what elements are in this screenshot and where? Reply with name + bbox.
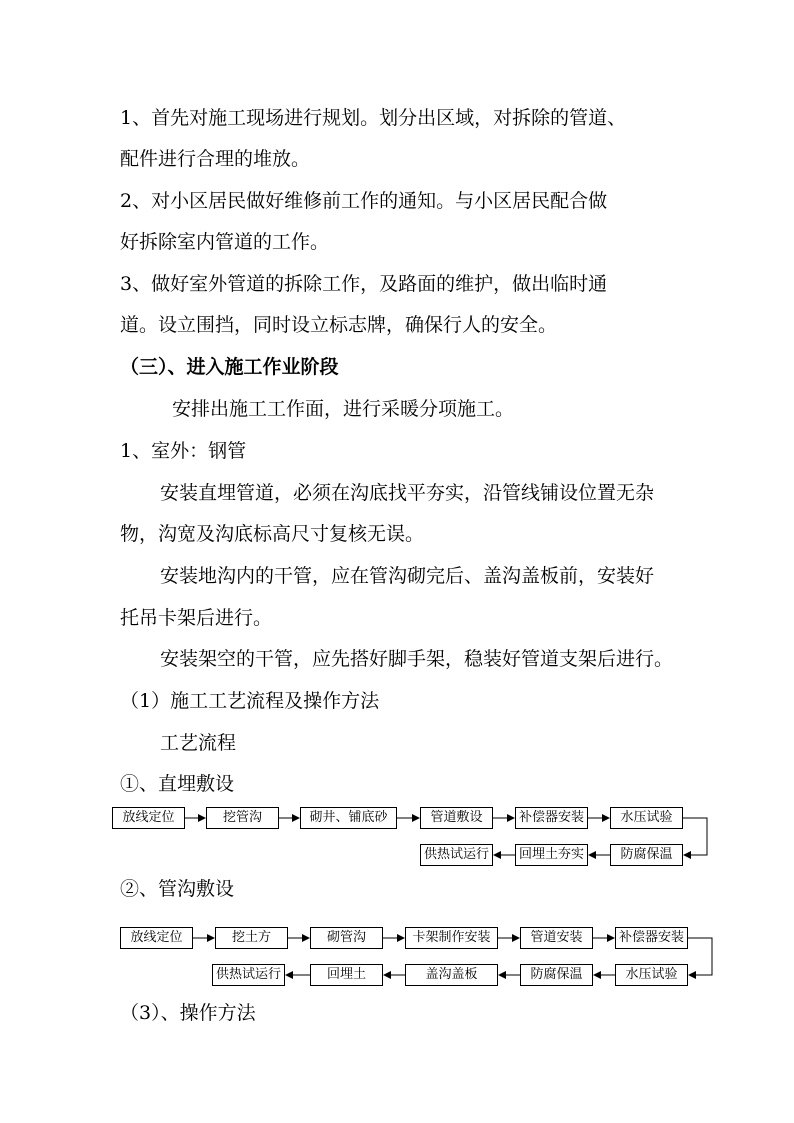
flow1-step-5: 补偿器安装 (515, 807, 588, 829)
flow2-step-10: 回埋土 (310, 964, 383, 986)
flow1-step-3: 砌井、铺底砂 (300, 807, 397, 829)
flow1-step-8: 回埋土夯实 (515, 844, 588, 866)
flow1-step-1: 放线定位 (112, 807, 185, 829)
flow1-step-7: 防腐保温 (610, 844, 683, 866)
intro-line: 安排出施工工作面，进行采暖分项施工。 (172, 398, 515, 420)
paragraph-5-line-2: 托吊卡架后进行。 (120, 607, 273, 629)
flow1-step-2: 挖管沟 (206, 807, 279, 829)
paragraph-4-line-2: 物，沟宽及沟底标高尺寸复核无误。 (120, 523, 425, 545)
flow2-step-4: 卡架制作安装 (405, 927, 498, 949)
operation-method-heading: （3）、操作方法 (120, 1002, 256, 1024)
flow2-step-3: 砌管沟 (310, 927, 383, 949)
flow2-step-6: 补偿器安装 (615, 927, 688, 949)
paragraph-6-line-1: 安装架空的干管，应先搭好脚手架，稳装好管道支架后进行。 (160, 648, 674, 670)
outdoor-steel-pipe: 1、室外：钢管 (120, 440, 247, 462)
flow1-wrap-connector (683, 818, 707, 855)
flow2-step-8: 防腐保温 (520, 964, 593, 986)
flow2-step-7: 水压试验 (615, 964, 688, 986)
process-heading: （1）施工工艺流程及操作方法 (120, 690, 380, 712)
paragraph-1-line-2: 配件进行合理的堆放。 (120, 148, 311, 170)
direct-burial-heading: ①、直埋敷设 (120, 773, 235, 795)
flow2-step-1: 放线定位 (120, 927, 193, 949)
flow1-step-6: 水压试验 (610, 807, 683, 829)
process-flow-label: 工艺流程 (160, 732, 237, 754)
flow2-step-11: 供热试运行 (212, 964, 285, 986)
trench-laying-heading: ②、管沟敷设 (120, 878, 235, 900)
paragraph-3-line-2: 道。设立围挡，同时设立标志牌，确保行人的安全。 (120, 314, 558, 336)
paragraph-3-line-1: 3、做好室外管道的拆除工作，及路面的维护，做出临时通 (120, 273, 608, 295)
paragraph-1-line-1: 1、首先对施工现场进行规划。划分出区域，对拆除的管道、 (120, 107, 627, 129)
flow2-wrap-connector (688, 938, 712, 975)
section-heading: （三）、进入施工作业阶段 (120, 356, 339, 378)
paragraph-4-line-1: 安装直埋管道，必须在沟底找平夯实，沿管线铺设位置无杂 (160, 482, 655, 504)
flow2-step-2: 挖土方 (215, 927, 288, 949)
paragraph-5-line-1: 安装地沟内的干管，应在管沟砌完后、盖沟盖板前，安装好 (160, 565, 655, 587)
flow2-step-9: 盖沟盖板 (405, 964, 498, 986)
paragraph-2-line-1: 2、对小区居民做好维修前工作的通知。与小区居民配合做 (120, 190, 608, 212)
flow1-step-9: 供热试运行 (420, 844, 493, 866)
flow2-step-5: 管道安装 (520, 927, 593, 949)
paragraph-2-line-2: 好拆除室内管道的工作。 (120, 231, 330, 253)
flow1-step-4: 管道敷设 (420, 807, 493, 829)
